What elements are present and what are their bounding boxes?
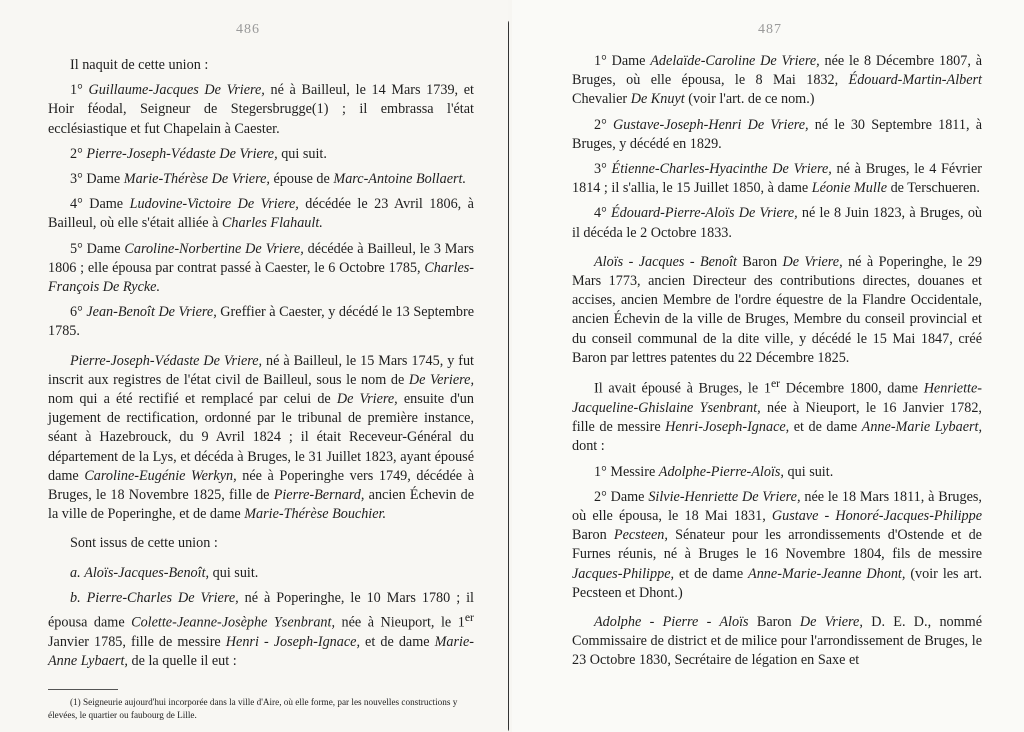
- text: né à Bruges, le 4 Février 1814 ; il s'allia, le 15 Juillet 1850, à dame: [572, 161, 982, 197]
- list-item: [572, 463, 982, 482]
- left-page: [0, 0, 508, 732]
- text: Sont issus de cette union :: [70, 535, 218, 552]
- text: Dame: [82, 240, 125, 257]
- text: décédée le 23 Avril 1806, à Bailleul, où elle s'était alliée à: [48, 196, 474, 232]
- person-name: Caroline-Eugénie Werkyn,: [84, 467, 237, 484]
- person-name: Pierre-Joseph-Védaste De Vriere,: [86, 145, 278, 162]
- person-name: Charles-François De Rycke.: [48, 259, 474, 296]
- item-number: 1°: [594, 463, 607, 480]
- footnote-rule: [48, 689, 118, 690]
- text: né le 8 Juin 1823, à Bruges, où il décéda le 2 Octobre 1833.: [572, 205, 983, 241]
- text: qui suit.: [209, 564, 259, 581]
- person-name: Charles Flahault.: [221, 215, 323, 232]
- text: né le 30 Septembre 1811, à Bruges, y décédé en 1829.: [572, 116, 982, 152]
- list-item: [572, 116, 982, 154]
- paragraph: [48, 534, 474, 553]
- person-name: Adelaïde-Caroline De Vriere,: [650, 53, 820, 69]
- item-number: 2°: [594, 488, 607, 505]
- text: né à Poperinghe, le 29 Mars 1773, ancien Directeur des contributions directes, douanes et accises, ancien Membre de l'ordre équestre de la Flandre Occidentale, ancien Échevin de la ville de Bruges, Membre du conseil provincial et du conseil communal de la dite ville, y décédé le 15 Mai 1847, créé Baron par lettres patentes du 22 Décembre 1825.: [572, 253, 982, 366]
- superscript: er: [770, 376, 781, 391]
- text: nom qui a été rectifié et remplacé par celui de: [48, 391, 337, 408]
- paragraph: [48, 56, 474, 75]
- person-name: Marie-Anne Lybaert,: [48, 634, 475, 670]
- list-item: [48, 240, 474, 298]
- text: (voir l'art. de ce nom.): [684, 91, 815, 108]
- text: Baron: [572, 527, 614, 544]
- text: D. E. D., nommé Commissaire de district et de milice pour l'arrondissement de Bruges, le 23 Octobre 1830, Secrétaire de légation en Saxe et: [572, 614, 983, 669]
- paragraph: [48, 352, 474, 525]
- text: Sénateur pour les arrondissements d'Ostende et de Furnes réunis, né à Bruges le 16 Novembre 1804, fils de messire: [572, 527, 982, 563]
- text: née à Nieuport, le 16 Janvier 1782, fille de messire: [572, 399, 982, 436]
- list-item: [48, 81, 474, 139]
- item-number: 1°: [594, 53, 607, 69]
- item-number: 1°: [70, 82, 83, 99]
- person-name: Jacques-Philippe,: [572, 565, 675, 582]
- person-name: Aloïs - Jacques - Benoît: [594, 253, 737, 270]
- text: Dame: [82, 171, 124, 188]
- item-letter: b.: [70, 589, 81, 606]
- text: né à Poperinghe, le 10 Mars 1780 ; il épousa dame: [48, 589, 474, 631]
- text: Il avait épousé à Bruges, le 1: [594, 380, 771, 397]
- person-name: Ludovine-Victoire De Vriere,: [129, 196, 299, 213]
- paragraph: [572, 613, 982, 671]
- paragraph: [572, 374, 982, 457]
- person-name: Léonie Mulle: [811, 180, 888, 197]
- item-number: 3°: [70, 171, 83, 188]
- person-name: Caroline-Norbertine De Vriere,: [124, 240, 304, 257]
- item-number: 2°: [594, 116, 607, 133]
- item-number: 4°: [70, 196, 83, 213]
- text: qui suit.: [783, 463, 834, 480]
- text: Messire: [606, 463, 659, 480]
- person-name: Pierre-Joseph-Védaste De Vriere,: [70, 352, 263, 369]
- person-name: Henri-Joseph-Ignace,: [665, 419, 790, 436]
- list-item: [48, 303, 474, 341]
- superscript: er: [464, 610, 475, 625]
- person-name: Henri - Joseph-Ignace,: [225, 634, 360, 651]
- item-letter: a.: [70, 564, 81, 581]
- text: né à Bailleul, le 14 Mars 1739, et Hoir féodal, Seigneur de Stegersbrugge(1) ; il embrassa l'état ecclésiastique et fut Chapelain à Caester.: [48, 82, 475, 137]
- text: ensuite d'un jugement de rectification, ordonné par le tribunal de première instance, séant à Hazebrouck, du 9 Avril 1824 ; il était Receveur-Général du département de la Lys, et décéda à Bruges, le 31 Juillet 1823, ayant épousé dame: [48, 391, 474, 484]
- person-name: Silvie-Henriette De Vriere,: [648, 488, 801, 505]
- list-item: [572, 160, 982, 198]
- text: décédée à Bailleul, le 3 Mars 1806 ; elle épousa par contrat passé à Caester, le 6 Octobre 1785,: [48, 240, 474, 276]
- person-name: Anne-Marie-Jeanne Dhont,: [748, 565, 906, 582]
- text: ancien Échevin de la ville de Poperinghe, et de dame: [48, 487, 474, 523]
- text: Décembre 1800, dame: [780, 380, 924, 397]
- person-name: Gustave - Honoré-Jacques-Philippe: [771, 508, 982, 524]
- list-item: [572, 204, 982, 242]
- text: de la quelle il eut :: [127, 653, 237, 670]
- person-name: De Veriere,: [408, 371, 475, 388]
- item-number: 4°: [594, 205, 607, 222]
- person-name: Henriette-Jacqueline-Ghislaine Ysenbrant,: [572, 380, 982, 416]
- text: de Terschueren.: [887, 180, 980, 197]
- text: et de dame: [360, 634, 435, 651]
- person-name: Jean-Benoît De Vriere,: [86, 304, 217, 321]
- text: née le 8 Décembre 1807, à Bruges, où elle épousa, le 8 Mai 1832,: [572, 53, 982, 89]
- list-item: [572, 488, 982, 603]
- page-number: 486: [236, 22, 260, 37]
- person-name: Aloïs-Jacques-Benoît,: [84, 564, 210, 581]
- person-name: Édouard-Martin-Albert: [848, 72, 982, 89]
- person-name: Pierre-Bernard,: [273, 487, 365, 504]
- person-name: Marie-Thérèse Bouchier.: [244, 506, 387, 523]
- page-number: 487: [758, 22, 782, 37]
- footnote: (1) Seigneurie aujourd'hui incorporée dans la ville d'Aire, où elle forme, par les nouvelles constructions y élevées, le quartier ou faubourg de Lille.: [48, 697, 458, 721]
- text: Janvier 1785, fille de messire: [48, 634, 226, 651]
- text: Dame: [606, 488, 649, 505]
- item-number: 5°: [70, 240, 83, 257]
- person-name: Anne-Marie Lybaert,: [861, 419, 982, 436]
- person-name: Marie-Thérèse De Vriere,: [123, 171, 270, 188]
- person-name: De Vriere,: [782, 253, 843, 270]
- text: Baron: [736, 253, 783, 270]
- person-name: Pecsteen,: [613, 527, 668, 544]
- list-item: [48, 145, 474, 164]
- person-name: Gustave-Joseph-Henri De Vriere,: [612, 116, 809, 133]
- person-name: De Vriere,: [799, 614, 863, 631]
- paragraph: [572, 253, 982, 368]
- list-item: [48, 589, 474, 672]
- text: qui suit.: [277, 145, 327, 162]
- list-item: [48, 195, 474, 233]
- text: née le 18 Mars 1811, à Bruges, où elle épousa, le 18 Mai 1831,: [572, 488, 982, 524]
- person-name: Édouard-Pierre-Aloïs De Vriere,: [611, 205, 798, 222]
- person-name: Adolphe-Pierre-Aloïs,: [658, 463, 784, 480]
- person-name: Étienne-Charles-Hyacinthe De Vriere,: [611, 161, 832, 178]
- list-item: [572, 52, 982, 110]
- person-name: Colette-Jeanne-Josèphe Ysenbrant,: [131, 614, 336, 631]
- item-number: 2°: [70, 145, 83, 162]
- text: née à Poperinghe vers 1749, décédée à Bruges, le 18 Novembre 1825, fille de: [48, 467, 474, 504]
- item-number: 6°: [70, 304, 83, 321]
- text: Il naquit de cette union :: [70, 57, 209, 73]
- person-name: Guillaume-Jacques De Vriere,: [88, 82, 265, 99]
- person-name: Marc-Antoine Bollaert.: [333, 171, 467, 188]
- text: Dame: [82, 196, 130, 213]
- text: dont :: [572, 438, 605, 455]
- list-item: [48, 170, 474, 189]
- text: Dame: [606, 53, 651, 69]
- person-name: Adolphe - Pierre - Aloïs: [594, 614, 749, 631]
- right-page: [512, 0, 1024, 732]
- text: Baron: [748, 614, 800, 631]
- list-item: [48, 564, 474, 583]
- text: et de dame: [789, 419, 862, 436]
- text: (voir les art. Pecsteen et Dhont.): [572, 565, 982, 601]
- person-name: De Knuyt: [630, 91, 685, 108]
- text: Greffier à Caester, y décédé le 13 Septembre 1785.: [48, 304, 475, 340]
- text: et de dame: [674, 565, 749, 582]
- item-number: 3°: [594, 161, 607, 178]
- text: épouse de: [269, 171, 334, 188]
- text: Chevalier: [572, 91, 631, 108]
- person-name: Pierre-Charles De Vriere,: [86, 589, 239, 606]
- text: née à Nieuport, le 1: [335, 614, 465, 631]
- text: né à Bailleul, le 15 Mars 1745, y fut inscrit aux registres de l'état civil de Bailleul, sous le nom de: [48, 352, 474, 388]
- person-name: De Vriere,: [336, 391, 398, 408]
